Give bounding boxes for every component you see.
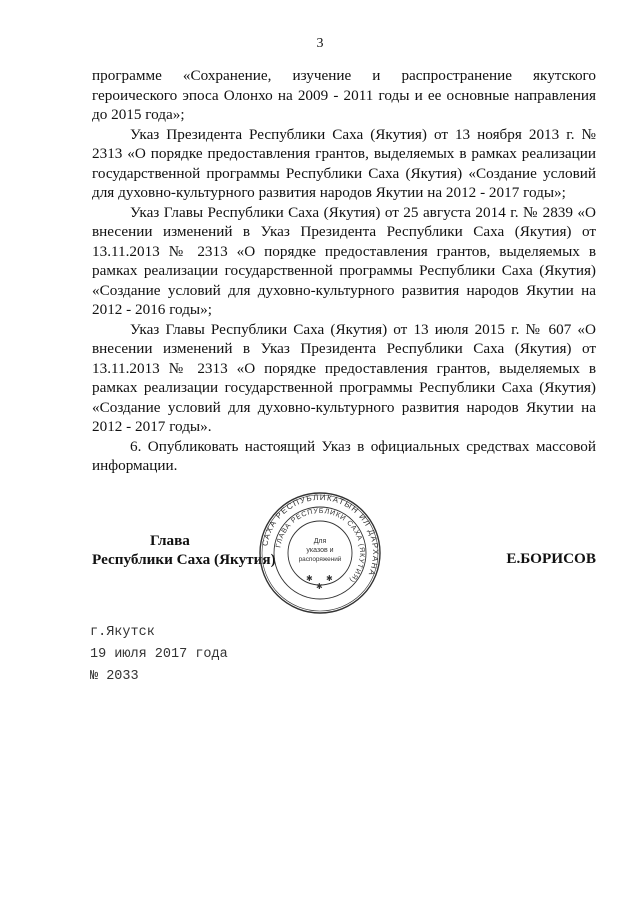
signatory-title-line1: Глава bbox=[150, 532, 190, 549]
signatory-title bbox=[92, 531, 276, 569]
svg-text:✱: ✱ bbox=[326, 574, 333, 583]
paragraph-olonkho-continuation: программе «Сохранение, изучение и распространение якутского героического эпоса Олонхо на 2009 - 2011 годы и ее основные направления до 2015 года»; bbox=[92, 67, 596, 123]
paragraph-decree-2839: Указ Главы Республики Саха (Якутия) от 25 августа 2014 г. № 2839 «О внесении изменений в Указ Президента Республики Саха (Якутия) от 13.11.2013 № 2313 «О порядке предоставления грантов, выделяемых в рамках реализации государственной программы Республики Саха (Якутия) «Создание условий для духовно-культурного развития народов Якутии на 2012 - 2016 годы»; bbox=[92, 203, 596, 318]
seal-center-line3: распоряжений bbox=[298, 556, 342, 563]
issue-place: г.Якутск bbox=[90, 625, 155, 640]
official-seal bbox=[258, 491, 382, 615]
page-number: 3 bbox=[316, 36, 324, 51]
issue-date: 19 июля 2017 года bbox=[90, 647, 228, 662]
paragraph-decree-2313: Указ Президента Республики Саха (Якутия) от 13 ноября 2013 г. № 2313 «О порядке предоставления грантов, выделяемых в рамках реализации государственной программы Республики Саха (Якутия) «Создание условий для духовно-культурного развития народов Якутии на 2012 - 2017 годы»; bbox=[92, 125, 596, 201]
seal-inner-text: ГЛАВА РЕСПУБЛИКИ САХА (ЯКУТИЯ) bbox=[275, 507, 366, 584]
document-body bbox=[92, 66, 596, 476]
svg-text:✱: ✱ bbox=[306, 574, 313, 583]
document-footer bbox=[90, 622, 228, 688]
signatory-name: Е.БОРИСОВ bbox=[506, 550, 596, 567]
signatory-title-line2: Республики Саха (Якутия) bbox=[92, 551, 276, 568]
svg-text:✱: ✱ bbox=[316, 582, 323, 591]
seal-center-line1: Для bbox=[313, 538, 327, 545]
seal-stars-icon bbox=[306, 574, 333, 591]
seal-center-line2: указов и bbox=[306, 547, 334, 554]
paragraph-decree-607: Указ Главы Республики Саха (Якутия) от 13 июля 2015 г. № 607 «О внесении изменений в Указ Президента Республики Саха (Якутия) от 13.11.2013 № 2313 «О порядке предоставления грантов, выделяемых в рамках реализации государственной программы Республики Саха (Якутия) «Создание условий для духовно-культурного развития народов Якутии на 2012 - 2017 годы». bbox=[92, 320, 596, 435]
seal-outer-text: САХА РЕСПУБЛИКАТЫН ИЛ ДАРХАНА bbox=[260, 492, 381, 578]
decree-number: № 2033 bbox=[90, 669, 139, 684]
paragraph-publication-order: 6. Опубликовать настоящий Указ в официальных средствах массовой информации. bbox=[92, 437, 596, 474]
